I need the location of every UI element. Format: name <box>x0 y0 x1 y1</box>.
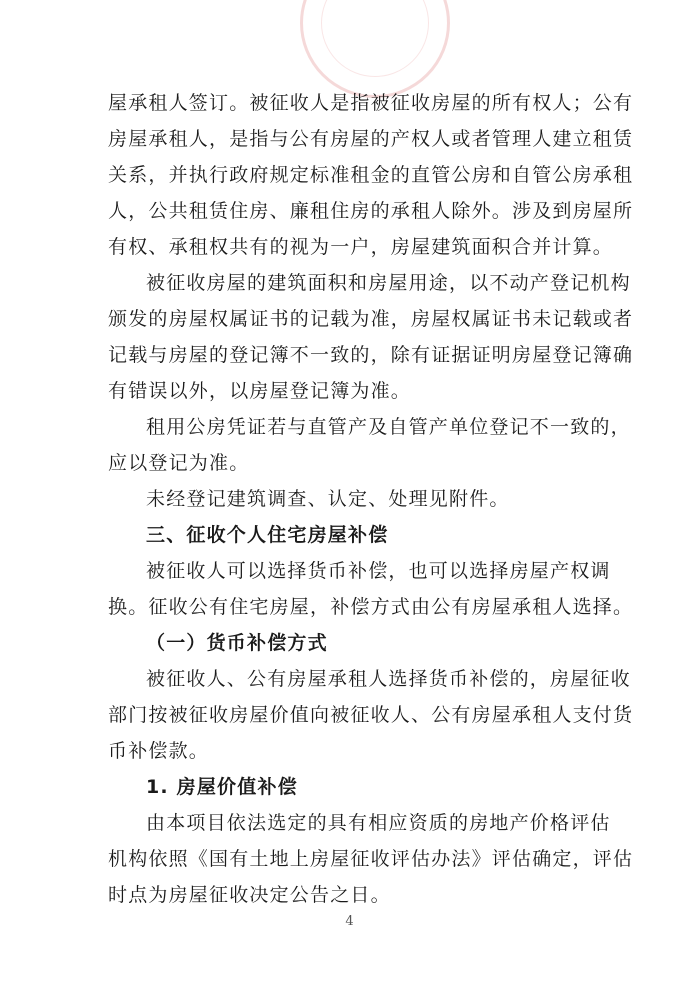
text-line: 被征收房屋的建筑面积和房屋用途，以不动产登记机构 <box>146 272 631 294</box>
text-line: 屋承租人签订。被征收人是指被征收房屋的所有权人；公有 <box>108 92 634 114</box>
page-number: 4 <box>345 914 354 929</box>
text-line: 关系，并执行政府规定标准租金的直管公房和自管公房承租 <box>108 164 634 186</box>
text-line: 币补偿款。 <box>108 740 210 762</box>
text-line: 人，公共租赁住房、廉租住房的承租人除外。涉及到房屋所 <box>108 200 634 222</box>
text-line: 房屋承租人，是指与公有房屋的产权人或者管理人建立租赁 <box>108 128 634 150</box>
text-line: 未经登记建筑调查、认定、处理见附件。 <box>146 488 510 510</box>
text-line: 有错误以外，以房屋登记簿为准。 <box>108 380 412 402</box>
text-line: 应以登记为准。 <box>108 452 250 474</box>
text-line: 部门按被征收房屋价值向被征收人、公有房屋承租人支付货 <box>108 704 634 726</box>
text-line: 被征收人可以选择货币补偿，也可以选择房屋产权调 <box>146 560 611 582</box>
text-line: 换。征收公有住宅房屋，补偿方式由公有房屋承租人选择。 <box>108 596 634 618</box>
text-line: 有权、承租权共有的视为一户，房屋建筑面积合并计算。 <box>108 236 614 258</box>
official-seal-stamp <box>300 0 450 98</box>
text-line: 租用公房凭证若与直管产及自管产单位登记不一致的， <box>146 416 631 438</box>
text-line: 被征收人、公有房屋承租人选择货币补偿的，房屋征收 <box>146 668 631 690</box>
text-line: 记载与房屋的登记簿不一致的，除有证据证明房屋登记簿确 <box>108 344 634 366</box>
subsection-heading: （一）货币补偿方式 <box>146 632 328 654</box>
text-line: 机构依照《国有土地上房屋征收评估办法》评估确定，评估 <box>108 848 634 870</box>
text-line: 颁发的房屋权属证书的记载为准，房屋权属证书未记载或者 <box>108 308 634 330</box>
section-heading: 三、征收个人住宅房屋补偿 <box>146 524 389 546</box>
item-heading: 1. 房屋价值补偿 <box>146 776 298 798</box>
text-line: 由本项目依法选定的具有相应资质的房地产价格评估 <box>146 812 611 834</box>
text-line: 时点为房屋征收决定公告之日。 <box>108 884 391 906</box>
